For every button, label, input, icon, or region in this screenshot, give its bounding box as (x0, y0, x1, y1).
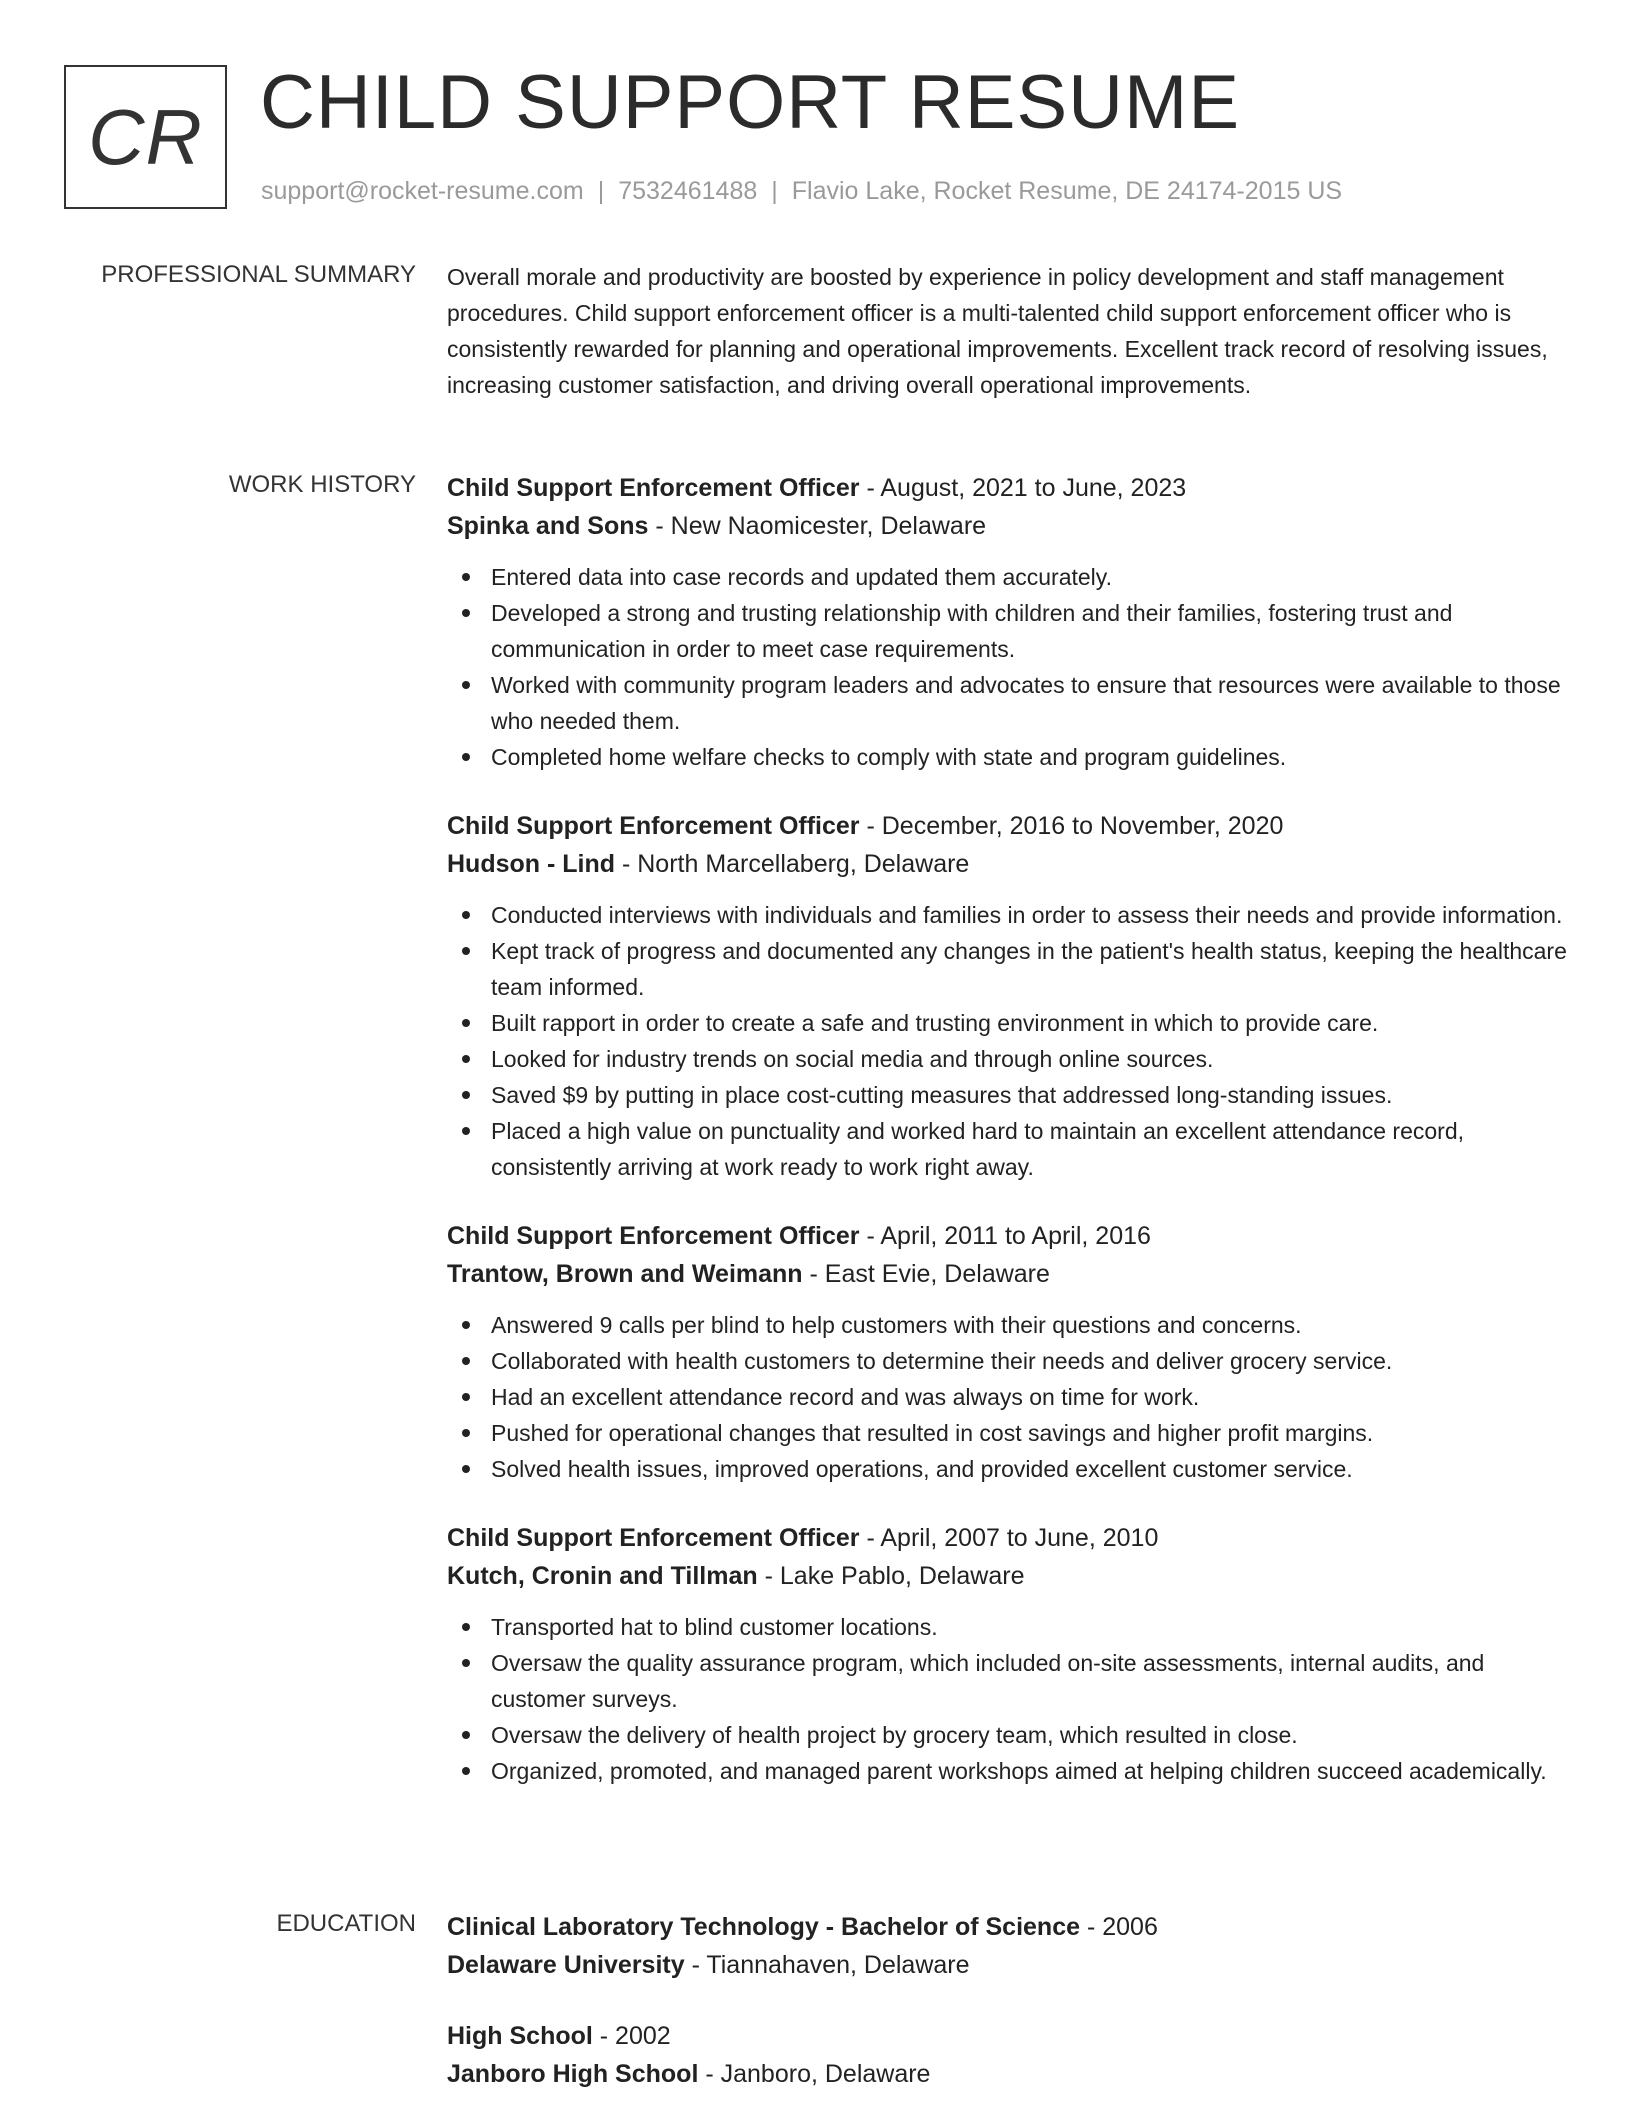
edu-school: Delaware University (447, 1951, 685, 1979)
edu-degree: High School (447, 2022, 593, 2050)
edu-location: - Janboro, Delaware (698, 2060, 931, 2088)
job-company: Kutch, Cronin and Tillman (447, 1562, 758, 1590)
edu-school: Janboro High School (447, 2060, 699, 2088)
bullet-item: Conducted interviews with individuals and families in order to assess their needs and provide information. (447, 897, 1567, 933)
job-dates: - August, 2021 to June, 2023 (859, 474, 1187, 502)
edu-school-line (447, 1946, 1567, 1984)
job-entry (447, 807, 1567, 1185)
bullet-item: Organized, promoted, and managed parent workshops aimed at helping children succeed academically. (447, 1753, 1567, 1789)
contact-address: Flavio Lake, Rocket Resume, DE 24174-2015 US (791, 177, 1343, 205)
job-title: Child Support Enforcement Officer (447, 812, 860, 840)
bullet-item: Completed home welfare checks to comply with state and program guidelines. (447, 739, 1567, 775)
job-location: - Lake Pablo, Delaware (757, 1562, 1025, 1590)
job-bullets (447, 1609, 1567, 1789)
education-body (447, 1908, 1567, 2093)
job-company-line (447, 507, 1567, 545)
job-entry (447, 469, 1567, 775)
bullet-item: Collaborated with health customers to determine their needs and deliver grocery service. (447, 1343, 1567, 1379)
job-bullets (447, 559, 1567, 775)
job-entry (447, 1217, 1567, 1487)
bullet-item: Built rapport in order to create a safe and trusting environment in which to provide care. (447, 1005, 1567, 1041)
education-entry (447, 2017, 1567, 2093)
edu-location: - Tiannahaven, Delaware (684, 1951, 970, 1979)
edu-degree-line (447, 1908, 1567, 1946)
section-label-work: WORK HISTORY (228, 471, 416, 498)
job-title-line (447, 1519, 1567, 1557)
edu-year: - 2002 (592, 2022, 671, 2050)
job-bullets (447, 897, 1567, 1185)
bullet-item: Solved health issues, improved operations, and provided excellent customer service. (447, 1451, 1567, 1487)
monogram-logo: CR (64, 65, 227, 209)
bullet-item: Oversaw the delivery of health project by grocery team, which resulted in close. (447, 1717, 1567, 1753)
job-entry (447, 1519, 1567, 1789)
contact-phone[interactable]: 7532461488 (618, 177, 758, 205)
bullet-item: Looked for industry trends on social media and through online sources. (447, 1041, 1567, 1077)
job-company-line (447, 1557, 1567, 1595)
job-dates: - April, 2007 to June, 2010 (859, 1524, 1159, 1552)
bullet-item: Developed a strong and trusting relationship with children and their families, fostering trust and communication in order to meet case requirements. (447, 595, 1567, 667)
bullet-item: Kept track of progress and documented any changes in the patient's health status, keeping the healthcare team informed. (447, 933, 1567, 1005)
bullet-item: Oversaw the quality assurance program, which included on-site assessments, internal audits, and customer surveys. (447, 1645, 1567, 1717)
bullet-item: Placed a high value on punctuality and worked hard to maintain an excellent attendance record, consistently arriving at work ready to work right away. (447, 1113, 1567, 1185)
contact-email[interactable]: support@rocket-resume.com (261, 177, 584, 205)
bullet-item: Entered data into case records and updated them accurately. (447, 559, 1567, 595)
job-dates: - April, 2011 to April, 2016 (859, 1222, 1151, 1250)
bullet-item: Had an excellent attendance record and was always on time for work. (447, 1379, 1567, 1415)
edu-year: - 2006 (1080, 1913, 1158, 1941)
job-company-line (447, 1255, 1567, 1293)
job-title: Child Support Enforcement Officer (447, 1222, 860, 1250)
edu-degree: Clinical Laboratory Technology - Bachelor of Science (447, 1913, 1081, 1941)
section-label-summary: PROFESSIONAL SUMMARY (101, 261, 416, 288)
job-dates: - December, 2016 to November, 2020 (859, 812, 1284, 840)
job-location: - New Naomicester, Delaware (648, 512, 987, 540)
job-location: - East Evie, Delaware (802, 1260, 1050, 1288)
bullet-item: Answered 9 calls per blind to help customers with their questions and concerns. (447, 1307, 1567, 1343)
job-title: Child Support Enforcement Officer (447, 1524, 860, 1552)
job-title-line (447, 1217, 1567, 1255)
summary-text: Overall morale and productivity are boosted by experience in policy development and staff management procedures. Child support enforcement officer is a multi-talented child support enforcement officer who is consistently rewarded for planning and operational improvements. Excellent track record of resolving issues, increasing customer satisfaction, and driving overall operational improvements. (447, 264, 1548, 398)
edu-degree-line (447, 2017, 1567, 2055)
job-location: - North Marcellaberg, Delaware (615, 850, 970, 878)
bullet-item: Saved $9 by putting in place cost-cutting measures that addressed long-standing issues. (447, 1077, 1567, 1113)
bullet-item: Worked with community program leaders and advocates to ensure that resources were available to those who needed them. (447, 667, 1567, 739)
summary-body (447, 259, 1567, 403)
education-entry (447, 1908, 1567, 1984)
job-bullets (447, 1307, 1567, 1487)
bullet-item: Transported hat to blind customer locations. (447, 1609, 1567, 1645)
job-company: Trantow, Brown and Weimann (447, 1260, 803, 1288)
job-company: Spinka and Sons (447, 512, 649, 540)
section-label-education: EDUCATION (276, 1910, 416, 1937)
work-history-body (447, 469, 1567, 1789)
job-title-line (447, 469, 1567, 507)
resume-title: CHILD SUPPORT RESUME (260, 60, 1241, 145)
resume-header (64, 60, 1584, 210)
job-title: Child Support Enforcement Officer (447, 474, 860, 502)
contact-line (261, 176, 1342, 206)
job-title-line (447, 807, 1567, 845)
contact-separator: | (771, 177, 778, 205)
job-company: Hudson - Lind (447, 850, 616, 878)
contact-separator: | (597, 177, 605, 205)
edu-school-line (447, 2055, 1567, 2093)
bullet-item: Pushed for operational changes that resulted in cost savings and higher profit margins. (447, 1415, 1567, 1451)
job-company-line (447, 845, 1567, 883)
